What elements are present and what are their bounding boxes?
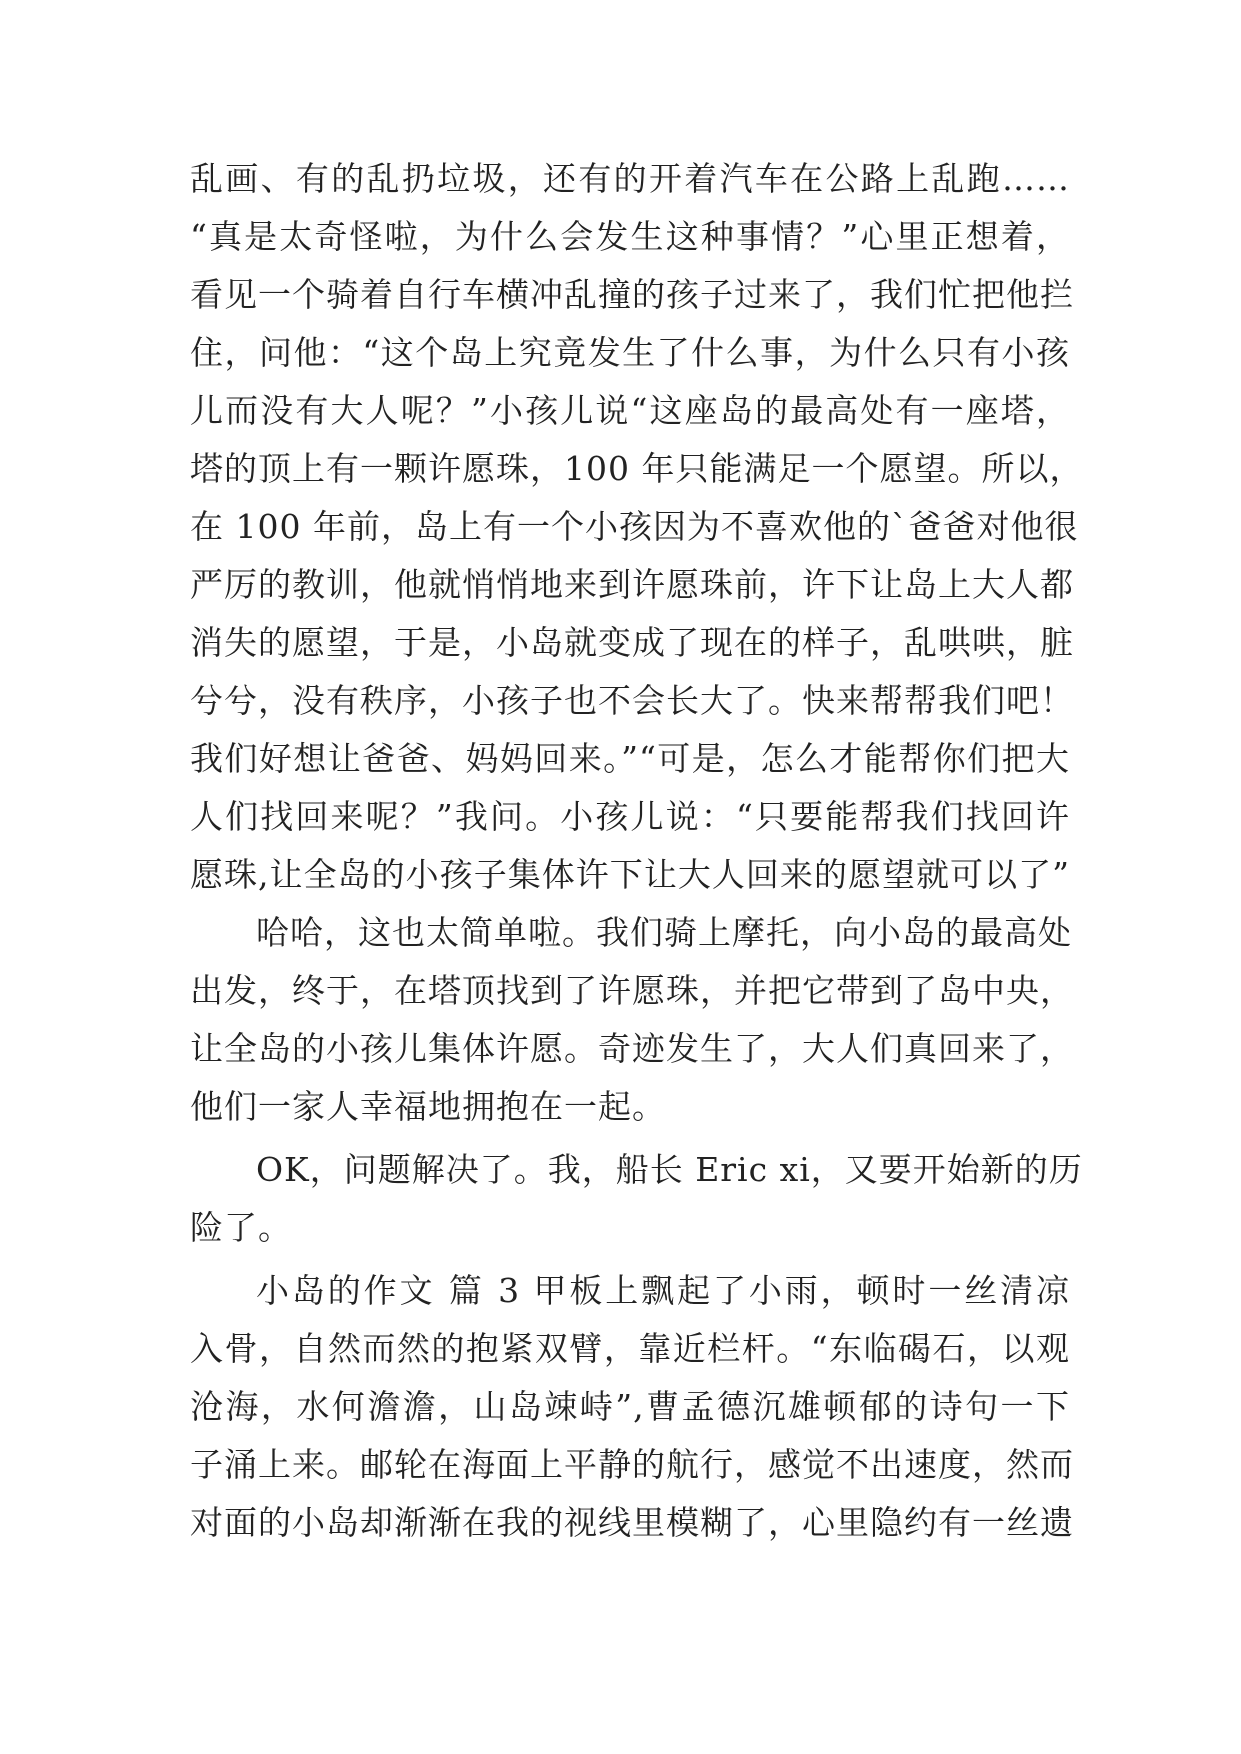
- text-line: “真是太奇怪啦，为什么会发生这种事情？”心里正想着，: [190, 217, 1070, 256]
- text-line: 子涌上来。邮轮在海面上平静的航行，感觉不出速度，然而: [190, 1445, 1074, 1484]
- text-line: 出发，终于，在塔顶找到了许愿珠，并把它带到了岛中央，: [190, 971, 1074, 1010]
- text-line: 消失的愿望，于是，小岛就变成了现在的样子，乱哄哄，脏: [190, 623, 1074, 662]
- text-line: 小岛的作文 篇 3 甲板上飘起了小雨，顿时一丝清凉: [256, 1271, 1070, 1310]
- text-line: 对面的小岛却渐渐在我的视线里模糊了，心里隐约有一丝遗: [190, 1503, 1074, 1542]
- text-line: 塔的顶上有一颗许愿珠，100 年只能满足一个愿望。所以，: [190, 449, 1084, 488]
- text-line: 我们好想让爸爸、妈妈回来。”“可是，怎么才能帮你们把大: [190, 739, 1070, 778]
- text-line: 兮兮，没有秩序，小孩子也不会长大了。快来帮帮我们吧！: [190, 681, 1074, 720]
- text-line: 在 100 年前，岛上有一个小孩因为不喜欢他的`爸爸对他很: [190, 507, 1079, 546]
- text-line: 严厉的教训，他就悄悄地来到许愿珠前，许下让岛上大人都: [190, 565, 1074, 604]
- text-line: 看见一个骑着自行车横冲乱撞的孩子过来了，我们忙把他拦: [190, 275, 1074, 314]
- text-line: 住，问他：“这个岛上究竟发生了什么事，为什么只有小孩: [190, 333, 1070, 372]
- text-line: 沧海，水何澹澹，山岛竦峙”,曹孟德沉雄顿郁的诗句一下: [190, 1387, 1070, 1426]
- text-line: 让全岛的小孩儿集体许愿。奇迹发生了，大人们真回来了，: [190, 1029, 1074, 1068]
- text-line: 儿而没有大人呢？”小孩儿说“这座岛的最高处有一座塔，: [190, 391, 1070, 430]
- text-line: 乱画、有的乱扔垃圾，还有的开着汽车在公路上乱跑……: [190, 159, 1070, 198]
- text-line: 他们一家人幸福地拥抱在一起。: [190, 1087, 666, 1126]
- text-line: 哈哈，这也太简单啦。我们骑上摩托，向小岛的最高处: [256, 913, 1072, 952]
- text-line: 险了。: [190, 1208, 292, 1247]
- text-line: 入骨，自然而然的抱紧双臂，靠近栏杆。“东临碣石，以观: [190, 1329, 1070, 1368]
- text-line: 愿珠,让全岛的小孩子集体许下让大人回来的愿望就可以了”: [190, 855, 1070, 894]
- text-line: OK，问题解决了。我，船长 Eric xi，又要开始新的历: [256, 1150, 1083, 1189]
- text-line: 人们找回来呢？”我问。小孩儿说：“只要能帮我们找回许: [190, 797, 1070, 836]
